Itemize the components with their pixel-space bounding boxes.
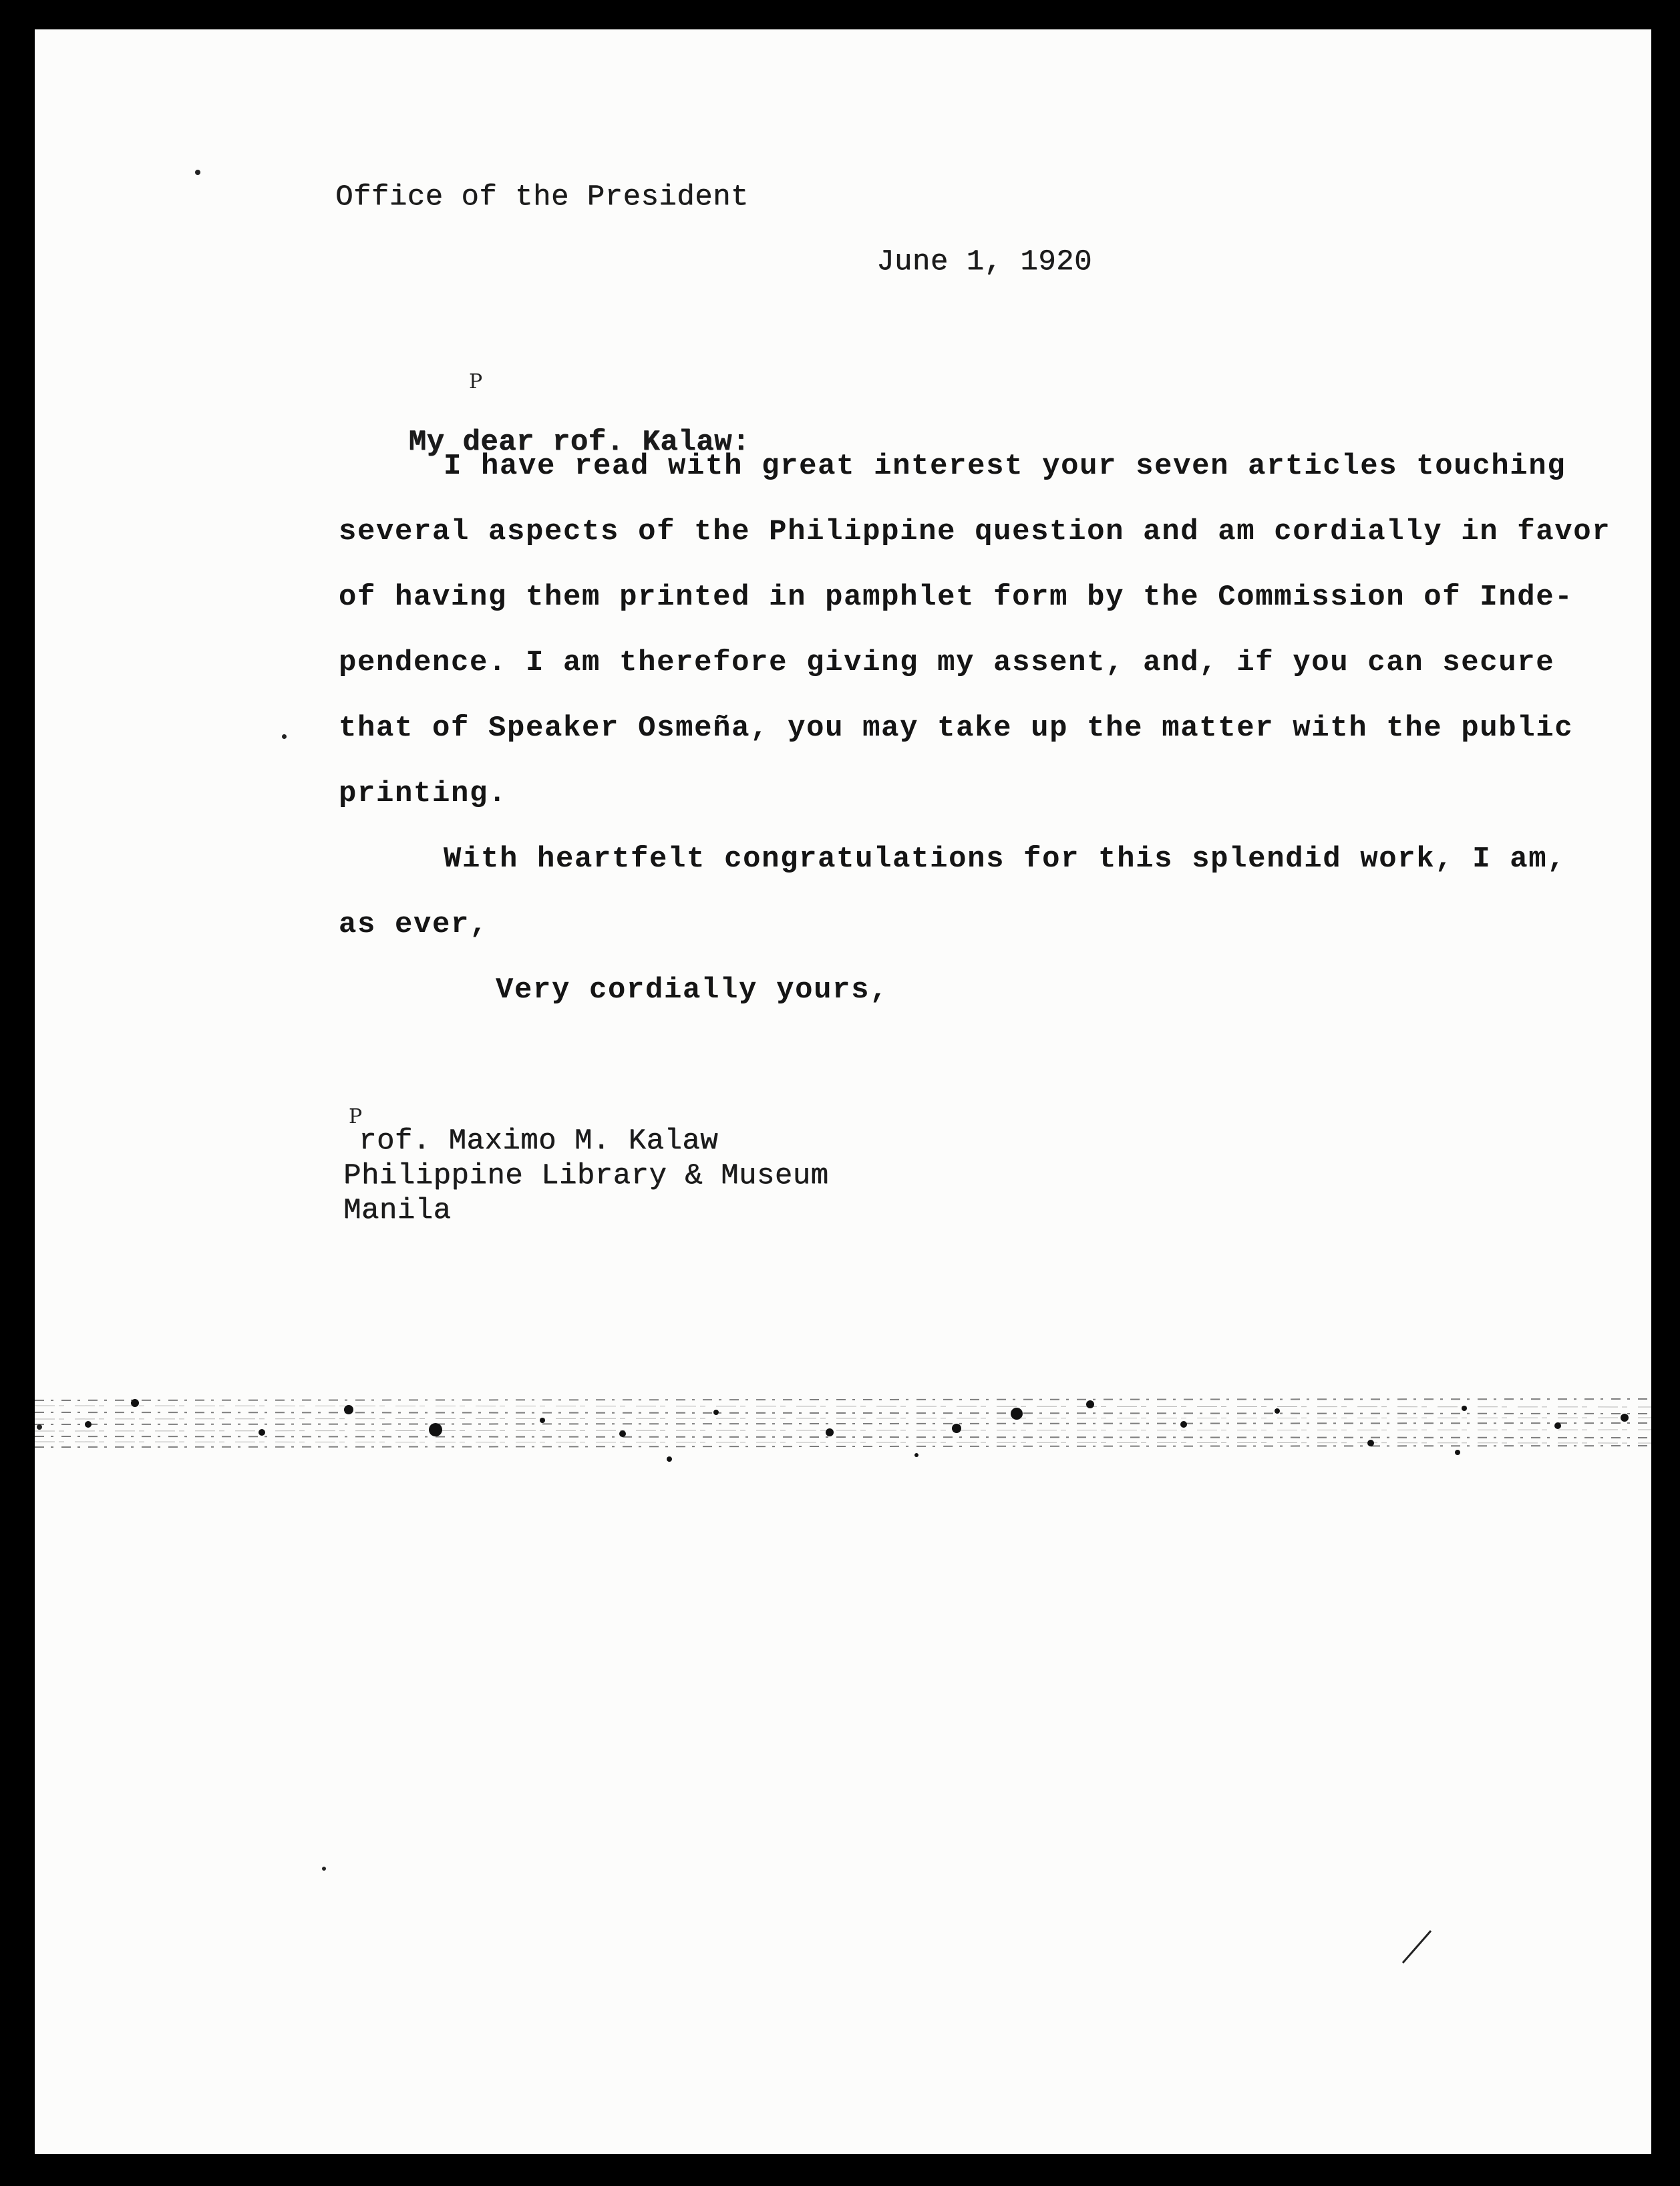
closing: Very cordially yours,	[496, 973, 889, 1007]
letterhead-office: Office of the President	[335, 180, 749, 214]
recipient-line-1: rof. Maximo M. Kalaw	[359, 1124, 719, 1158]
margin-speck	[195, 170, 200, 175]
recipient-line-2: Philippine Library & Museum	[343, 1159, 829, 1193]
pen-stroke-mark	[1397, 1927, 1438, 1967]
body-line-5: that of Speaker Osmeña, you may take up the matter with the public	[339, 712, 1574, 745]
photocopy-fold-artifact	[35, 1386, 1651, 1472]
handwritten-p-correction-2: P	[349, 1105, 363, 1128]
salutation-name: rof. Kalaw:	[552, 426, 750, 459]
body-line-6: printing.	[339, 777, 508, 810]
handwritten-p-correction: P	[469, 370, 483, 394]
margin-speck	[282, 734, 287, 739]
body-line-2: several aspects of the Philippine question and am cordially in favor	[339, 515, 1611, 549]
salutation-prefix: My dear	[408, 426, 552, 459]
body-line-7: With heartfelt congratulations for this splendid work, I am,	[444, 842, 1566, 876]
body-line-8: as ever,	[339, 908, 489, 941]
body-line-4: pendence. I am therefore giving my assent, and, if you can secure	[339, 646, 1555, 679]
recipient-line-3: Manila	[343, 1194, 452, 1227]
letter-date: June 1, 1920	[876, 245, 1092, 279]
body-line-1: I have read with great interest your seven articles touching	[444, 450, 1566, 483]
body-line-3: of having them printed in pamphlet form by the Commission of Inde-	[339, 581, 1574, 614]
margin-speck	[37, 1424, 42, 1430]
letter-page	[35, 29, 1651, 2154]
margin-speck	[322, 1867, 326, 1871]
